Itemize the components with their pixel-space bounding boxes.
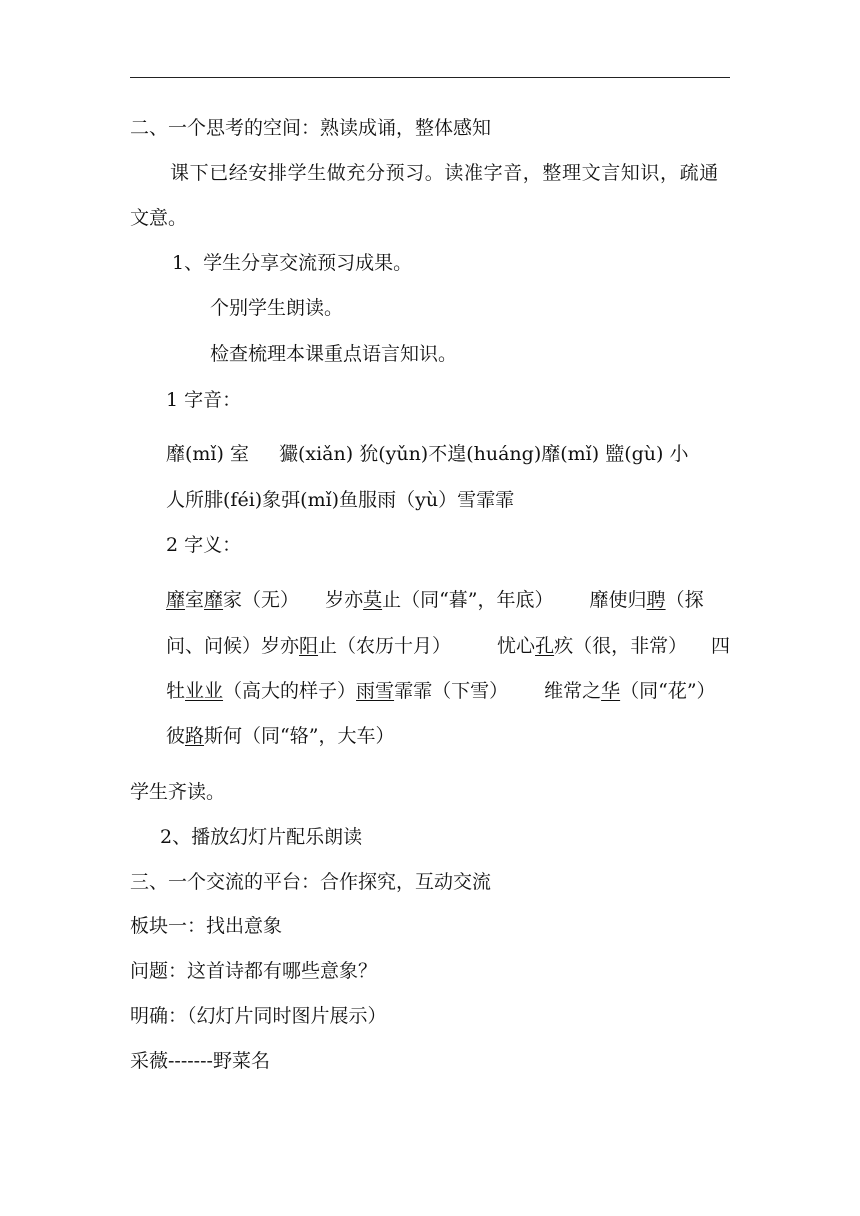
underlined-word: 雨雪	[356, 680, 395, 702]
meaning-heading: 2 字义：	[166, 534, 242, 556]
block-1: 板块一：找出意象	[130, 915, 283, 937]
pron-1a: 靡(mǐ) 室	[166, 443, 249, 465]
pronunciation-line2: 人所腓(féi)象弭(mǐ)鱼服雨（yù）雪霏霏	[166, 489, 515, 511]
text: 霏霏（下雪）	[394, 680, 509, 702]
meaning-line4	[166, 724, 394, 748]
underlined-word: 聘	[646, 589, 666, 611]
text: 彼	[166, 725, 186, 747]
underlined-word: 阳	[299, 635, 319, 657]
header-rule	[130, 77, 730, 78]
underlined-word: 靡	[166, 589, 186, 611]
text: 靡使归	[589, 589, 647, 611]
meaning-line1	[166, 588, 704, 612]
individual-reading: 个别学生朗读。	[210, 297, 344, 319]
paragraph-preview-line1: 课下已经安排学生做充分预习。读准字音，整理文言知识，疏通	[170, 162, 719, 184]
text: （高大的样子）	[223, 680, 357, 702]
text: 斯何（同“辂”，大车）	[204, 725, 395, 747]
text: 止（农历十月）	[318, 635, 452, 657]
clarify: 明确：（幻灯片同时图片展示）	[130, 1005, 387, 1027]
text: （探	[665, 589, 704, 611]
check-knowledge: 检查梳理本课重点语言知识。	[210, 343, 458, 365]
text: 室	[185, 589, 205, 611]
text: 维常之	[544, 680, 602, 702]
underlined-word: 华	[601, 680, 621, 702]
underlined-word: 路	[185, 725, 205, 747]
text: 牡	[166, 680, 186, 702]
question: 问题：这首诗都有哪些意象？	[130, 960, 378, 982]
text: 家（无）	[223, 589, 300, 611]
section-3-title: 三、一个交流的平台：合作探究，互动交流	[130, 871, 492, 893]
item-2: 2、播放幻灯片配乐朗读	[160, 826, 363, 848]
text: （同“花”）	[620, 680, 716, 702]
text: 四	[710, 635, 730, 657]
text: 忧心	[497, 635, 536, 657]
paragraph-preview-line2: 文意。	[130, 207, 188, 229]
text: 止（同“暮”，年底）	[382, 589, 554, 611]
meaning-line3	[166, 679, 716, 703]
underlined-word: 靡	[204, 589, 224, 611]
group-reading: 学生齐读。	[130, 781, 226, 803]
text: 岁亦	[325, 589, 364, 611]
caiwei-line: 采薇-------野菜名	[130, 1050, 270, 1072]
meaning-line2	[166, 634, 730, 658]
text: 疚（很，非常）	[554, 635, 688, 657]
underlined-word: 业业	[185, 680, 224, 702]
underlined-word: 莫	[363, 589, 383, 611]
section-2-title: 二、一个思考的空间：熟读成诵，整体感知	[130, 117, 492, 139]
text: 问、问候）岁亦	[166, 635, 300, 657]
pronunciation-heading: 1 字音：	[166, 389, 242, 411]
pronunciation-line1	[166, 442, 730, 466]
item-1: 1、学生分享交流预习成果。	[172, 252, 413, 274]
pron-1b: 玁(xiǎn) 狁(yǔn)不遑(huáng)靡(mǐ) 盬(gù) 小	[278, 443, 689, 465]
underlined-word: 孔	[535, 635, 555, 657]
